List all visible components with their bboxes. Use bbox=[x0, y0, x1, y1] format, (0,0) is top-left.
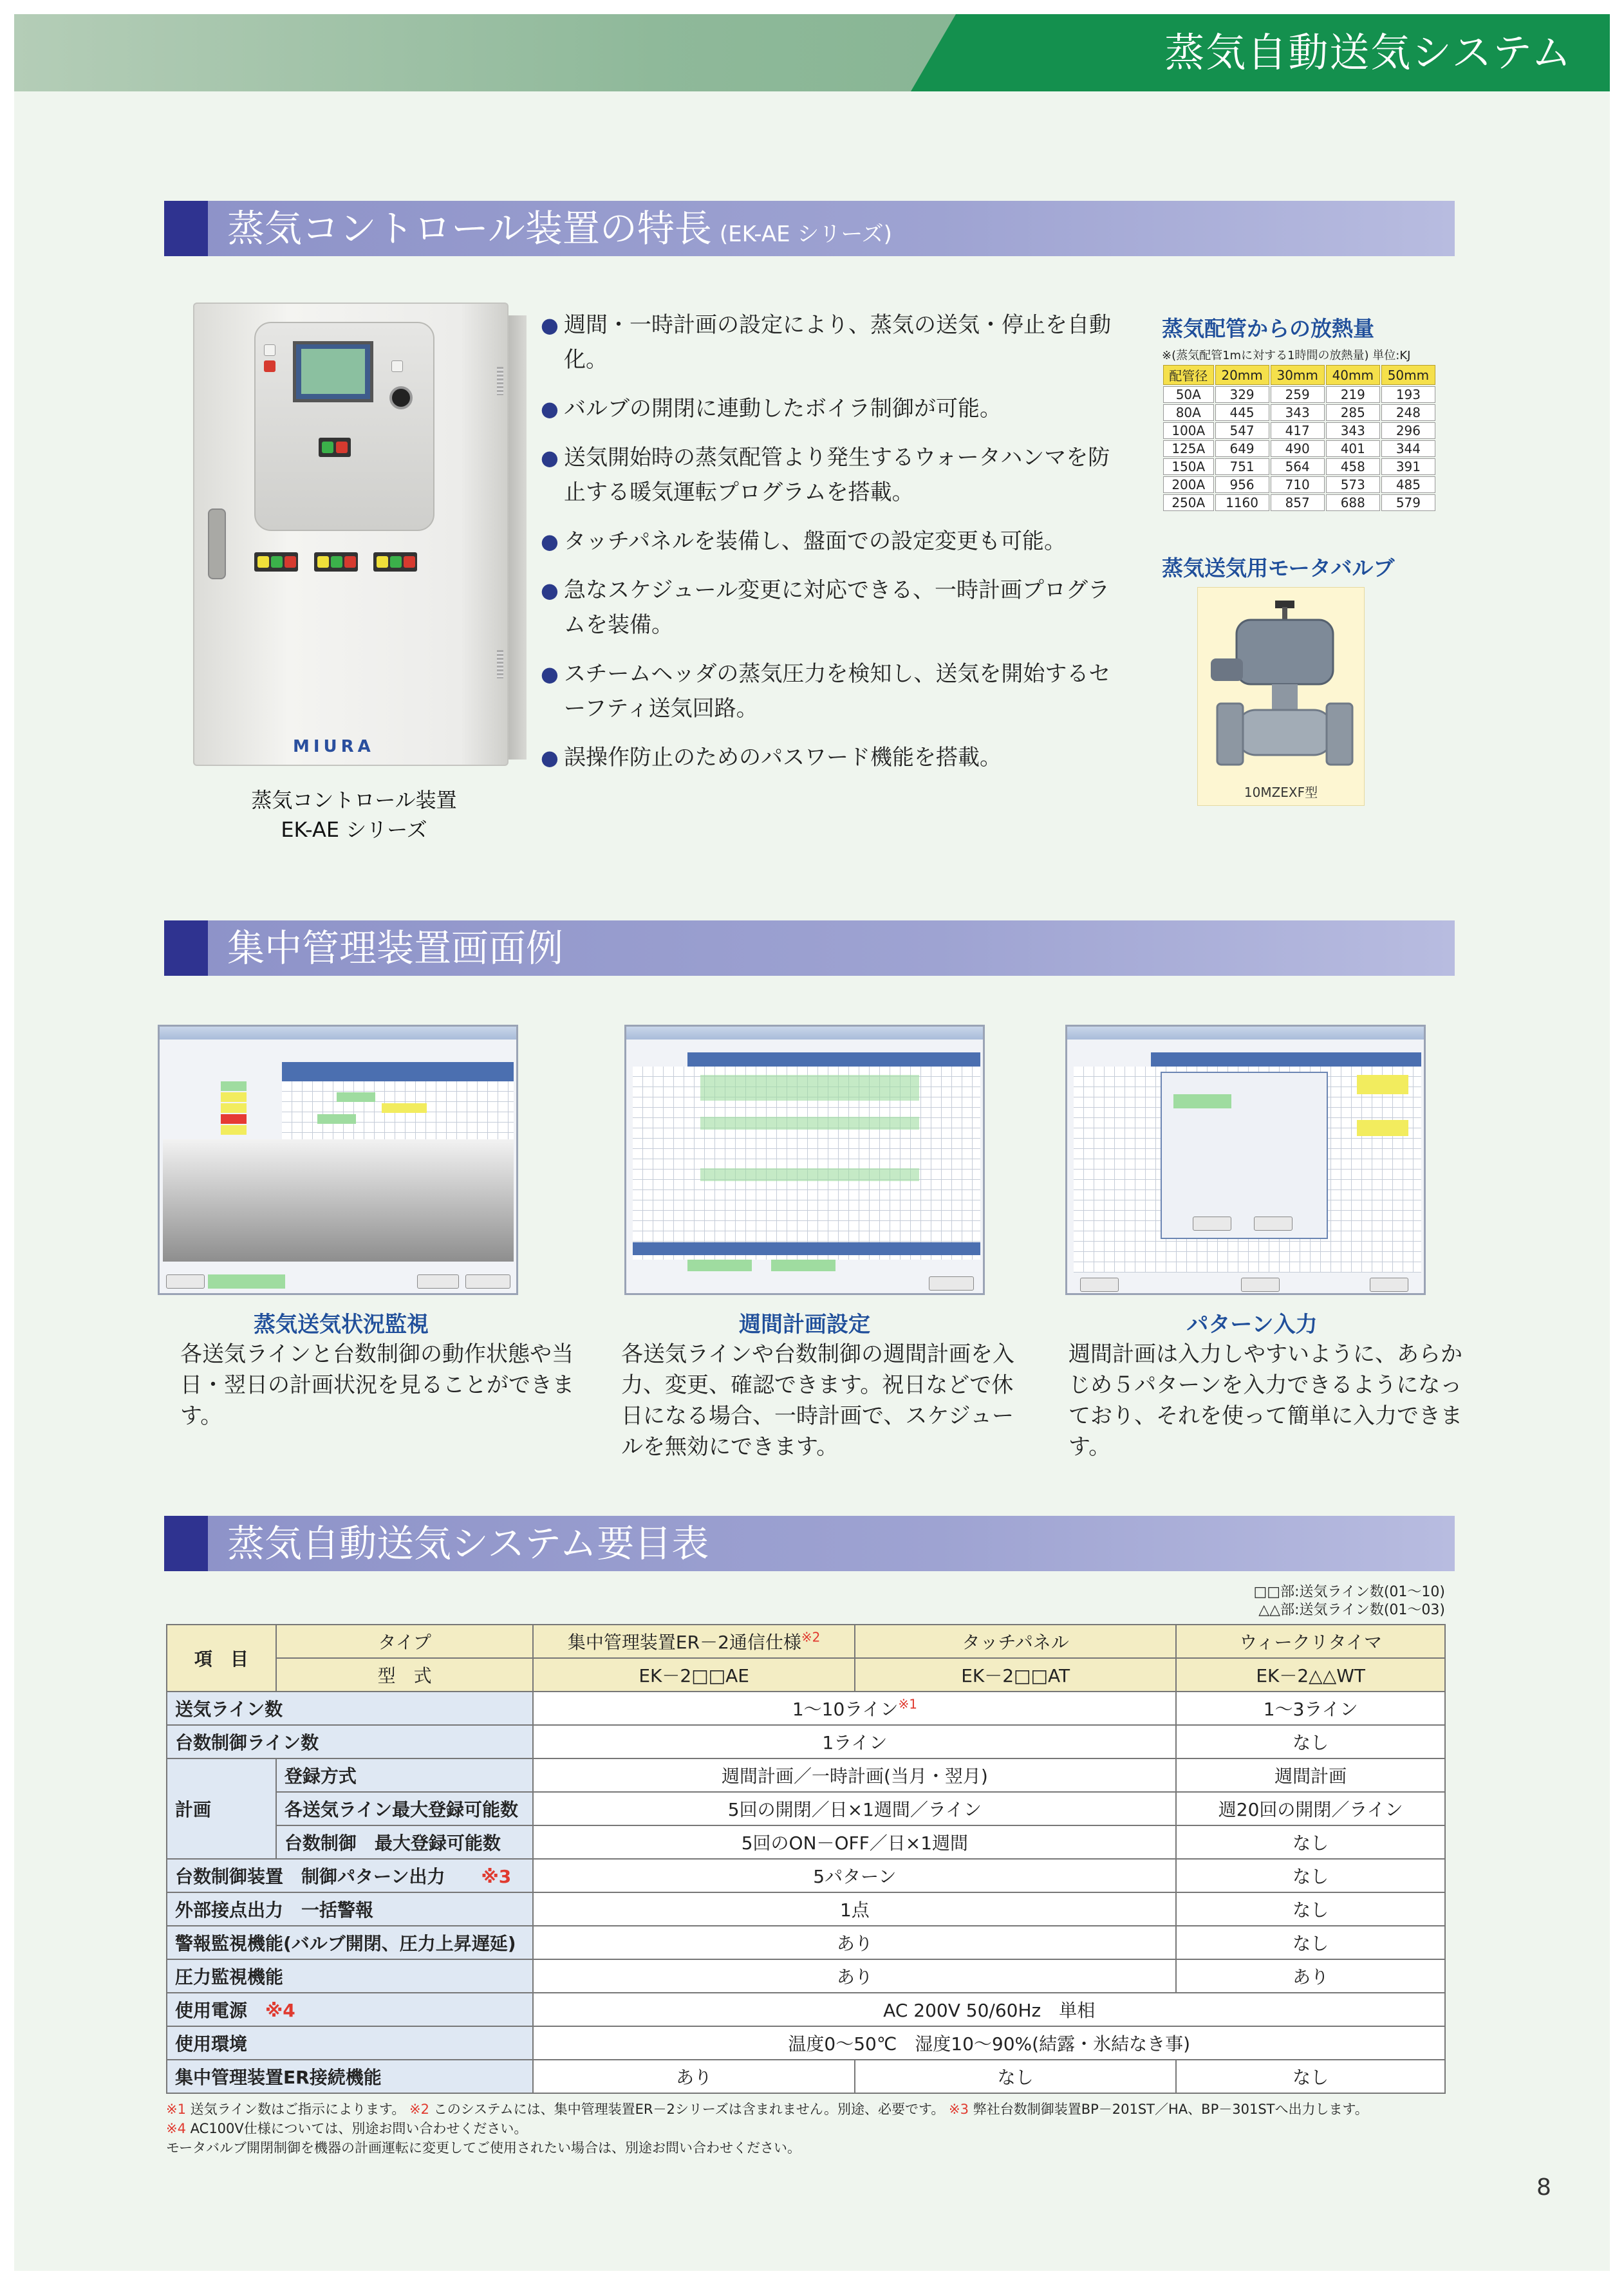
dialog-button bbox=[1193, 1217, 1231, 1231]
page-number: 8 bbox=[1536, 2174, 1551, 2201]
section-title: 集中管理装置画面例 bbox=[227, 926, 564, 970]
heat-cell: 485 bbox=[1381, 476, 1435, 493]
heat-table-row bbox=[1163, 404, 1435, 421]
plan-cell bbox=[687, 1260, 752, 1271]
heat-cell: 150A bbox=[1163, 458, 1214, 475]
lamp-icon bbox=[404, 556, 415, 568]
plan-band bbox=[700, 1075, 919, 1101]
plan-cell bbox=[1357, 1075, 1408, 1094]
bullet-icon: ● bbox=[541, 529, 559, 554]
cabinet-vent bbox=[497, 650, 503, 678]
heat-cell: 343 bbox=[1271, 404, 1325, 421]
feature-item: ● バルブの開閉に連動したボイラ制御が可能。 bbox=[541, 391, 1120, 426]
bullet-icon: ● bbox=[541, 578, 559, 602]
spec-value: なし bbox=[1176, 1825, 1445, 1859]
spec-row bbox=[167, 1959, 1445, 1993]
lamp-icon bbox=[271, 556, 283, 568]
lamp-icon bbox=[331, 556, 342, 568]
plan-cell bbox=[337, 1092, 375, 1102]
spec-value: 5回のON－OFF／日×1週間 bbox=[533, 1825, 1176, 1859]
motor-valve-icon bbox=[1198, 588, 1365, 781]
spec-header-row bbox=[167, 1625, 1445, 1658]
screen-desc-monitoring: 各送気ラインと台数制御の動作状態や当日・翌日の計画状況を見ることができます。 bbox=[180, 1341, 574, 1429]
heat-cell: 857 bbox=[1271, 494, 1325, 511]
window-titlebar bbox=[1067, 1027, 1424, 1040]
spec-label: 圧力監視機能 bbox=[167, 1959, 533, 1993]
heat-cell: 688 bbox=[1326, 494, 1380, 511]
heat-cell: 219 bbox=[1326, 386, 1380, 403]
spec-value: なし bbox=[1176, 2060, 1445, 2093]
spec-label: 台数制御ライン数 bbox=[167, 1725, 533, 1758]
heat-cell: 248 bbox=[1381, 404, 1435, 421]
spec-label: 計画 bbox=[167, 1758, 276, 1859]
section-header-features bbox=[164, 201, 1455, 256]
plan-cell bbox=[317, 1114, 356, 1124]
lamp-icon bbox=[264, 360, 275, 372]
spec-row bbox=[167, 1792, 1445, 1825]
screen-button bbox=[166, 1274, 205, 1289]
spec-value: 5回の開閉／日×1週間／ライン bbox=[533, 1792, 1176, 1825]
screen-button bbox=[929, 1276, 974, 1291]
plan-band bbox=[700, 1117, 919, 1130]
heat-cell: 344 bbox=[1381, 440, 1435, 457]
spec-row bbox=[167, 1926, 1445, 1959]
spec-type-col2: タッチパネル bbox=[855, 1625, 1176, 1658]
section-header-spec bbox=[164, 1516, 1455, 1571]
heat-cell: 50A bbox=[1163, 386, 1214, 403]
bullet-icon: ● bbox=[541, 396, 559, 421]
heat-cell: 649 bbox=[1215, 440, 1269, 457]
window-titlebar bbox=[626, 1027, 983, 1040]
status-cell bbox=[221, 1103, 247, 1113]
spec-value: 1～3ライン bbox=[1176, 1692, 1445, 1725]
valve-model: 10MZEXF型 bbox=[1244, 785, 1318, 800]
status-bar bbox=[208, 1274, 285, 1289]
screen-button bbox=[1241, 1278, 1280, 1292]
spec-sublabel: 台数制御 最大登録可能数 bbox=[276, 1825, 534, 1859]
bullet-icon: ● bbox=[541, 313, 559, 337]
spec-row bbox=[167, 2060, 1445, 2093]
legend-line: △△部:送気ライン数(01～03) bbox=[1258, 1602, 1445, 1618]
heat-cell: 285 bbox=[1326, 404, 1380, 421]
screen-weekly-plan-image bbox=[624, 1025, 985, 1295]
heat-cell: 417 bbox=[1271, 422, 1325, 439]
spec-row bbox=[167, 2026, 1445, 2060]
legend-line: □□部:送気ライン数(01～10) bbox=[1253, 1584, 1445, 1600]
spec-label: 使用電源 ※4 bbox=[167, 1993, 533, 2026]
spec-value: なし bbox=[1176, 1926, 1445, 1959]
footnote-line: ※1 送気ライン数はご指示によります。 ※2 このシステムには、集中管理装置ER－2シリーズは含まれません。別途、必要です。 ※3 弊社台数制御装置BP－201ST／HA、BP－301STへ出力します。 bbox=[166, 2102, 1368, 2117]
heat-cell: 250A bbox=[1163, 494, 1214, 511]
spec-value: 週間計画 bbox=[1176, 1758, 1445, 1792]
heat-header-cell: 40mm bbox=[1326, 365, 1380, 385]
spec-item-header: 項 目 bbox=[167, 1625, 276, 1692]
heat-header-cell: 30mm bbox=[1271, 365, 1325, 385]
lamp-icon bbox=[322, 442, 333, 453]
lamp-icon bbox=[377, 556, 388, 568]
section-header-screens bbox=[164, 920, 1455, 976]
spec-label: 集中管理装置ER接続機能 bbox=[167, 2060, 533, 2093]
plan-band bbox=[700, 1168, 919, 1181]
spec-label: 台数制御装置 制御パターン出力 ※3 bbox=[167, 1859, 533, 1892]
heat-cell: 710 bbox=[1271, 476, 1325, 493]
spec-row bbox=[167, 1692, 1445, 1725]
section-title: 蒸気自動送気システム要目表 bbox=[227, 1522, 709, 1565]
feature-item: ● 送気開始時の蒸気配管より発生するウォータハンマを防止する暖気運転プログラムを搭載。 bbox=[541, 440, 1120, 510]
heat-cell: 547 bbox=[1215, 422, 1269, 439]
bullet-icon: ● bbox=[541, 445, 559, 470]
spec-type-col1: 集中管理装置ER－2通信仕様$^{※2}$ bbox=[533, 1625, 854, 1658]
spec-value: あり bbox=[1176, 1959, 1445, 1993]
heat-table-row bbox=[1163, 458, 1435, 475]
schedule-header bbox=[1151, 1052, 1421, 1067]
door-handle-icon bbox=[208, 508, 226, 579]
feature-item: ● 誤操作防止のためのパスワード機能を搭載。 bbox=[541, 740, 1120, 775]
section-marker bbox=[164, 1516, 208, 1571]
empty-area bbox=[163, 1139, 514, 1262]
footnotes bbox=[166, 2100, 1368, 2158]
key-switch-icon bbox=[389, 386, 413, 409]
heat-cell: 445 bbox=[1215, 404, 1269, 421]
footnote-line: ※4 AC100V仕様については、別途お問い合わせください。 bbox=[166, 2121, 528, 2136]
screen-button bbox=[1370, 1278, 1408, 1292]
spec-value: あり bbox=[533, 1959, 1176, 1993]
heat-cell: 329 bbox=[1215, 386, 1269, 403]
heat-table-title: 蒸気配管からの放熱量 bbox=[1162, 316, 1374, 341]
feature-item: ● タッチパネルを装備し、盤面での設定変更も可能。 bbox=[541, 524, 1120, 559]
heat-header-cell: 20mm bbox=[1215, 365, 1269, 385]
heat-table-note: ※(蒸気配管1mに対する1時間の放熱量) 単位:KJ bbox=[1162, 349, 1411, 362]
spec-sublabel: 各送気ライン最大登録可能数 bbox=[276, 1792, 534, 1825]
heat-cell: 125A bbox=[1163, 440, 1214, 457]
status-cell bbox=[221, 1081, 247, 1091]
spec-row bbox=[167, 1892, 1445, 1926]
status-cell bbox=[221, 1125, 247, 1135]
heat-cell: 401 bbox=[1326, 440, 1380, 457]
heat-header-cell: 50mm bbox=[1381, 365, 1435, 385]
heat-cell: 259 bbox=[1271, 386, 1325, 403]
plan-cell bbox=[382, 1103, 427, 1113]
screen-desc-pattern: 週間計画は入力しやすいように、あらかじめ５パターンを入力できるようになっており、それを使って簡単に入力できます。 bbox=[1069, 1341, 1462, 1460]
lamp-icon bbox=[285, 556, 296, 568]
spec-row bbox=[167, 1758, 1445, 1792]
spec-value: あり bbox=[533, 1926, 1176, 1959]
status-cell bbox=[221, 1114, 247, 1124]
heat-cell: 100A bbox=[1163, 422, 1214, 439]
screen-pattern-image bbox=[1065, 1025, 1426, 1295]
heat-cell: 1160 bbox=[1215, 494, 1269, 511]
heat-cell: 391 bbox=[1381, 458, 1435, 475]
heat-cell: 458 bbox=[1326, 458, 1380, 475]
spec-type-col3: ウィークリタイマ bbox=[1176, 1625, 1445, 1658]
spec-model-col1: EK－2□□AE bbox=[533, 1658, 854, 1692]
cabinet-vent bbox=[497, 367, 503, 395]
feature-list bbox=[541, 308, 1120, 789]
heat-table-row bbox=[1163, 386, 1435, 403]
product-caption bbox=[187, 785, 521, 844]
screen-button bbox=[465, 1274, 510, 1289]
plan-cell bbox=[771, 1260, 835, 1271]
spec-table bbox=[166, 1624, 1446, 2094]
spec-value: 温度0～50℃ 湿度10～90%(結露・氷結なき事) bbox=[533, 2026, 1445, 2060]
product-caption-name: 蒸気コントロール装置 bbox=[251, 788, 457, 812]
heat-cell: 573 bbox=[1326, 476, 1380, 493]
spec-header-row bbox=[167, 1658, 1445, 1692]
heat-table-row bbox=[1163, 440, 1435, 457]
lamp-icon bbox=[257, 556, 269, 568]
spec-model-label: 型 式 bbox=[276, 1658, 534, 1692]
spec-value: なし bbox=[1176, 1892, 1445, 1926]
spec-value: なし bbox=[1176, 1725, 1445, 1758]
screen-button bbox=[417, 1274, 459, 1289]
feature-item: ● スチームヘッダの蒸気圧力を検知し、送気を開始するセーフティ送気回路。 bbox=[541, 657, 1120, 726]
heat-cell: 564 bbox=[1271, 458, 1325, 475]
spec-label: 警報監視機能(バルブ開閉、圧力上昇遅延) bbox=[167, 1926, 533, 1959]
spec-value: AC 200V 50/60Hz 単相 bbox=[533, 1993, 1445, 2026]
brand-logo: MIURA bbox=[293, 737, 375, 756]
heat-cell: 343 bbox=[1326, 422, 1380, 439]
heat-cell: 956 bbox=[1215, 476, 1269, 493]
spec-legend bbox=[1254, 1583, 1445, 1619]
spec-model-col2: EK－2□□AT bbox=[855, 1658, 1176, 1692]
schedule-header bbox=[687, 1052, 980, 1067]
spec-value: なし bbox=[1176, 1859, 1445, 1892]
heat-cell: 579 bbox=[1381, 494, 1435, 511]
schedule-header bbox=[633, 1242, 980, 1255]
heat-cell: 193 bbox=[1381, 386, 1435, 403]
status-cell bbox=[221, 1092, 247, 1102]
feature-item: ● 週間・一時計画の設定により、蒸気の送気・停止を自動化。 bbox=[541, 308, 1120, 377]
heat-table bbox=[1162, 364, 1437, 512]
spec-value: なし bbox=[855, 2060, 1176, 2093]
spec-value: 週20回の開閉／ライン bbox=[1176, 1792, 1445, 1825]
spec-row bbox=[167, 1825, 1445, 1859]
window-titlebar bbox=[160, 1027, 516, 1040]
screen-title-pattern: パターン入力 bbox=[1186, 1312, 1318, 1338]
bullet-icon: ● bbox=[541, 662, 559, 686]
spec-type-label: タイプ bbox=[276, 1625, 534, 1658]
dialog-button bbox=[1254, 1217, 1293, 1231]
touch-panel-display bbox=[301, 349, 365, 394]
cabinet-side bbox=[509, 315, 527, 760]
section-marker bbox=[164, 920, 208, 976]
screen-desc-weekly: 各送気ラインや台数制御の週間計画を入力、変更、確認できます。祝日などで休日になる場合、一時計画で、スケジュールを無効にできます。 bbox=[621, 1341, 1014, 1460]
heat-cell: 80A bbox=[1163, 404, 1214, 421]
lamp-icon bbox=[391, 360, 403, 372]
heat-cell: 751 bbox=[1215, 458, 1269, 475]
screen-title-monitoring: 蒸気送気状況監視 bbox=[254, 1312, 429, 1338]
spec-value: 1ライン bbox=[533, 1725, 1176, 1758]
plan-cell bbox=[1357, 1120, 1408, 1136]
heat-table-row bbox=[1163, 494, 1435, 511]
bullet-icon: ● bbox=[541, 745, 559, 770]
lamp-icon bbox=[317, 556, 329, 568]
section-title: 蒸気コントロール装置の特長 (EK-AE シリーズ) bbox=[227, 207, 892, 250]
spec-label: 送気ライン数 bbox=[167, 1692, 533, 1725]
spec-row bbox=[167, 1993, 1445, 2026]
spec-label: 使用環境 bbox=[167, 2026, 533, 2060]
spec-row bbox=[167, 1725, 1445, 1758]
heat-table-row bbox=[1163, 422, 1435, 439]
heat-table-row bbox=[1163, 476, 1435, 493]
feature-item: ● 急なスケジュール変更に対応できる、一時計画プログラムを装備。 bbox=[541, 573, 1120, 642]
heat-cell: 200A bbox=[1163, 476, 1214, 493]
spec-value: 1点 bbox=[533, 1892, 1176, 1926]
spec-label: 外部接点出力 一括警報 bbox=[167, 1892, 533, 1926]
spec-value: 5パターン bbox=[533, 1859, 1176, 1892]
screen-title-weekly: 週間計画設定 bbox=[739, 1312, 870, 1338]
schedule-header bbox=[282, 1062, 514, 1081]
heat-table-header bbox=[1163, 365, 1435, 385]
product-caption-series: EK-AE シリーズ bbox=[281, 817, 427, 842]
valve-title: 蒸気送気用モータバルブ bbox=[1162, 555, 1395, 581]
heat-cell: 490 bbox=[1271, 440, 1325, 457]
spec-value: 週間計画／一時計画(当月・翌月) bbox=[533, 1758, 1176, 1792]
spec-model-col3: EK－2△△WT bbox=[1176, 1658, 1445, 1692]
lamp-icon bbox=[264, 344, 275, 356]
screen-button bbox=[1080, 1278, 1119, 1292]
lamp-icon bbox=[344, 556, 356, 568]
pattern-selector bbox=[1173, 1094, 1231, 1108]
section-subtitle: (EK-AE シリーズ) bbox=[719, 221, 892, 247]
spec-value: あり bbox=[533, 2060, 854, 2093]
spec-sublabel: 登録方式 bbox=[276, 1758, 534, 1792]
section-marker bbox=[164, 201, 208, 256]
lamp-icon bbox=[390, 556, 402, 568]
lamp-icon bbox=[336, 442, 348, 453]
page-title: 蒸気自動送気システム bbox=[1164, 29, 1573, 76]
heat-header-cell: 配管径 bbox=[1163, 365, 1214, 385]
spec-value: 1～10ライン$^{※1}$ bbox=[533, 1692, 1176, 1725]
screen-monitoring-image bbox=[158, 1025, 518, 1295]
footnote-line: モータバルブ開閉制御を機器の計画運転に変更してご使用されたい場合は、別途お問い合わせください。 bbox=[166, 2140, 801, 2156]
motor-valve-image bbox=[1197, 587, 1365, 806]
spec-row bbox=[167, 1859, 1445, 1892]
heat-cell: 296 bbox=[1381, 422, 1435, 439]
